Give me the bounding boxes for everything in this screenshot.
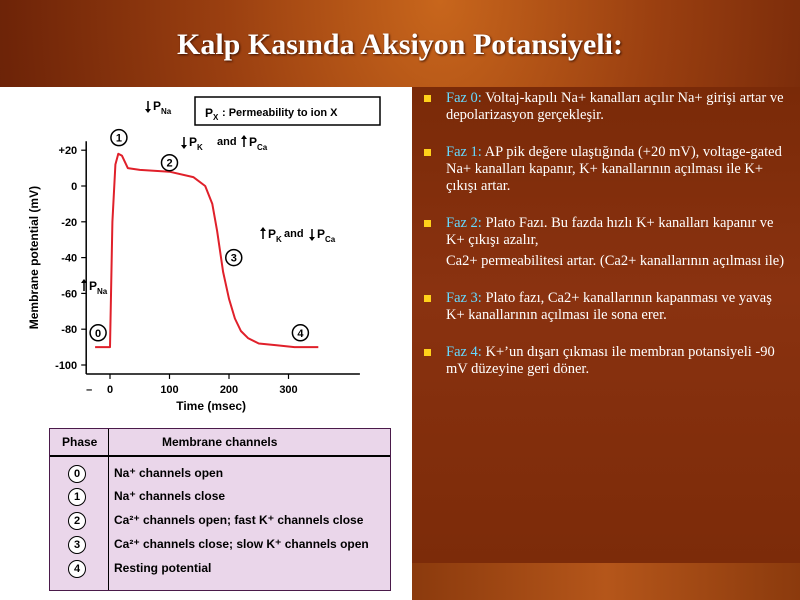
bullet-faz-0 [420, 90, 792, 124]
y-tick-label: 0 [71, 181, 78, 193]
bullet-list [420, 90, 792, 398]
x-tick-label: 200 [219, 383, 239, 396]
phase-number-0: 0 [95, 327, 102, 340]
annotation-phase2-k-p: P [189, 135, 198, 149]
bottom-decor-bar [412, 563, 800, 600]
x-tick-label: 300 [279, 383, 298, 396]
annotation-phase2-and: and [217, 136, 237, 148]
annotation-phase2-k-arrow-head [181, 145, 187, 149]
table-row [50, 559, 390, 581]
table-header [50, 429, 390, 457]
faz-label: Faz 0: [446, 90, 482, 106]
channel-text: Resting potential [114, 561, 212, 575]
annotation-phase3-ca-ion: Ca [325, 235, 336, 244]
header-channels: Membrane channels [162, 435, 278, 449]
membrane-channel-table [49, 428, 391, 591]
bullet-marker [424, 220, 431, 227]
annotation-phase2-ca-p: P [249, 135, 258, 149]
annotation-phase3-k-p: P [268, 227, 277, 241]
y-tick-label: -40 [61, 252, 78, 265]
annotation-phase2-ca-arrow-head [241, 135, 247, 139]
annotation-phase3-k-ion: K [276, 235, 282, 244]
x-axis-title: Time (msec) [176, 398, 247, 413]
x-tick-label: 100 [160, 383, 179, 396]
action-potential-chart [0, 0, 412, 430]
y-tick-label: -20 [61, 216, 78, 229]
x-tick-label: 0 [106, 383, 114, 396]
action-potential-curve [95, 154, 318, 347]
bullet-faz-2 [420, 215, 792, 270]
faz-text: K+’un dışarı çıkması ile membran potansiyeli -90 mV düzeyine geri döner. [446, 344, 775, 377]
annotation-phase0-p: P [89, 279, 98, 293]
table-row [50, 464, 390, 486]
x-tick-minus: – [86, 383, 93, 396]
annotation-phase1-p: P [153, 99, 162, 113]
phase-number-1: 1 [115, 132, 122, 145]
faz-subtext: Ca2+ permeabilitesi artar. (Ca2+ kanallarının açılması ile) [446, 253, 785, 269]
phase-circle: 4 [68, 560, 86, 578]
bullet-faz-3 [420, 290, 792, 324]
bullet-marker [424, 149, 431, 156]
annotation-phase2-k-ion: K [197, 143, 203, 152]
y-tick-label: -100 [55, 360, 78, 372]
faz-label: Faz 2: [446, 215, 482, 231]
annotation-phase0-ion: Na [97, 287, 108, 296]
channel-text: Na⁺ channels open [114, 466, 224, 480]
phase-circle: 1 [68, 488, 86, 506]
legend-px-sub: X [213, 113, 219, 122]
annotation-phase1-arrow-head [145, 109, 151, 113]
annotation-phase3-ca-p: P [317, 227, 326, 241]
legend-text: : Permeability to ion X [222, 107, 338, 119]
slide-title: Kalp Kasında Aksiyon Potansiyeli: [177, 28, 623, 61]
y-tick-label: +20 [58, 145, 78, 158]
table-row [50, 487, 390, 509]
y-tick-label: -80 [61, 324, 78, 337]
annotation-phase2-ca-ion: Ca [257, 143, 268, 152]
faz-label: Faz 3: [446, 290, 482, 306]
channel-text: Ca²⁺ channels close; slow K⁺ channels open [114, 537, 369, 551]
bullet-marker [424, 295, 431, 302]
phase-number-2: 2 [166, 157, 173, 170]
channel-text: Ca²⁺ channels open; fast K⁺ channels close [114, 513, 364, 527]
y-tick-label: -60 [61, 288, 78, 301]
annotation-phase3-ca-arrow-head [309, 237, 315, 241]
y-axis-title: Membrane potential (mV) [27, 185, 41, 330]
faz-label: Faz 4: [446, 344, 482, 360]
table-row [50, 511, 390, 533]
faz-text: AP pik değere ulaştığında (+20 mV), voltage-gated Na+ kanalları kapanır, K+ kanallarının açılması ile K+ çıkışı artar. [446, 144, 782, 194]
phase-circle: 0 [68, 465, 86, 483]
annotation-phase3-and: and [284, 228, 304, 240]
annotation-phase3-k-arrow-head [260, 227, 266, 231]
bullet-faz-1 [420, 144, 792, 195]
phase-circle: 2 [68, 512, 86, 530]
header-phase: Phase [62, 435, 98, 449]
faz-text: Plato Fazı. Bu fazda hızlı K+ kanalları kapanır ve K+ çıkışı azalır, [446, 215, 774, 248]
faz-text: Plato fazı, Ca2+ kanallarının kapanması ve yavaş K+ kanallarının açılması ile sona erer. [446, 290, 772, 323]
legend-px: P [205, 106, 214, 120]
bullet-faz-4 [420, 344, 792, 378]
channel-text: Na⁺ channels close [114, 489, 226, 503]
faz-text: Voltaj-kapılı Na+ kanalları açılır Na+ girişi artar ve depolarizasyon gerçekleşir. [446, 90, 784, 123]
bullet-marker [424, 95, 431, 102]
phase-number-3: 3 [230, 252, 237, 265]
annotation-phase1-ion: Na [161, 107, 172, 116]
phase-circle: 3 [68, 536, 86, 554]
table-row [50, 535, 390, 557]
faz-label: Faz 1: [446, 144, 482, 160]
bullet-marker [424, 349, 431, 356]
phase-number-4: 4 [297, 327, 304, 340]
